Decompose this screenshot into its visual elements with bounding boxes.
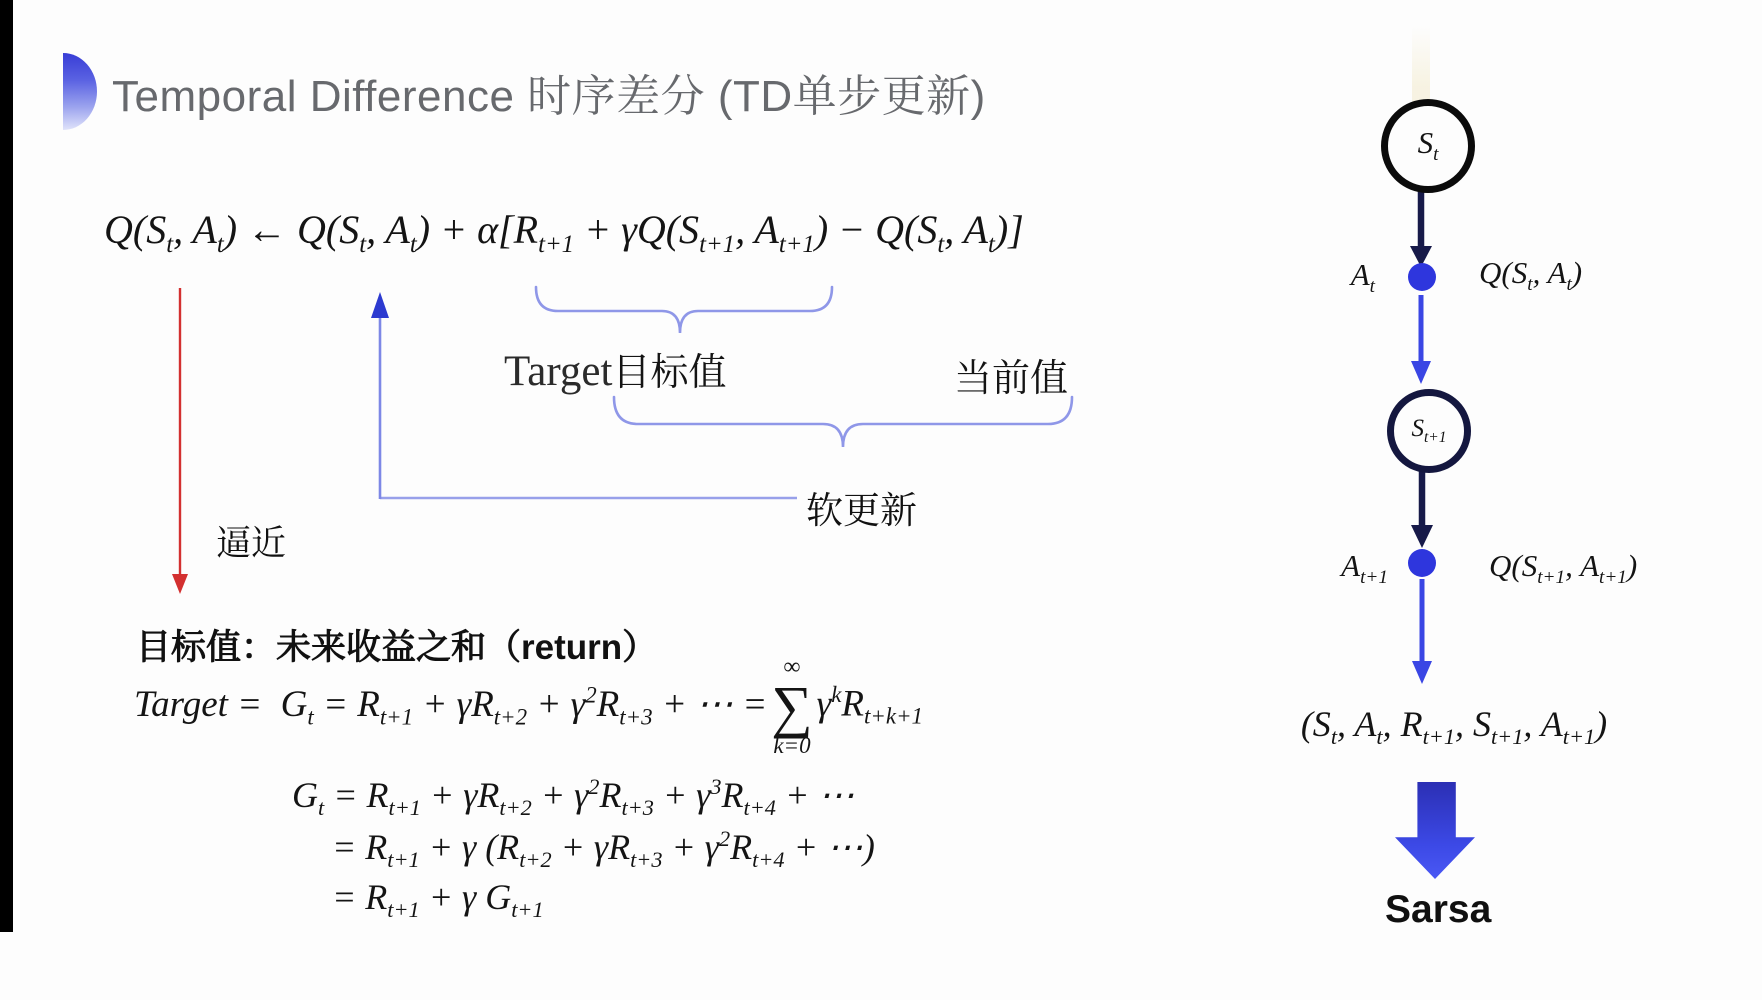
action-t-label: $A_t$ bbox=[1350, 257, 1375, 298]
summation-upper-limit: ∞ bbox=[783, 653, 801, 680]
q-value-t1-label: $Q(S_{t+1}$, $A_{t+1}$) bbox=[1489, 548, 1638, 589]
big-down-arrow-icon bbox=[1395, 782, 1475, 879]
action-to-state-arrow-head bbox=[1411, 361, 1431, 384]
state-node-st1-label: $S_{t+1}$ bbox=[1411, 415, 1447, 446]
action-t1-label: $A_{t+1}$ bbox=[1341, 548, 1388, 589]
approach-label: 逼近 bbox=[216, 524, 287, 563]
target-label-cn: 目标值 bbox=[612, 352, 727, 394]
return-heading: 目标值：未来收益之和（return） bbox=[136, 628, 658, 667]
page-title: Temporal Difference 时序差分 (TD单步更新) bbox=[112, 72, 986, 121]
summation-symbol bbox=[771, 655, 812, 757]
summation-lower-limit: k=0 bbox=[773, 733, 811, 759]
target-equation-right: $\gamma^kR_{t+k+1}$ bbox=[816, 682, 924, 729]
soft-update-label: 软更新 bbox=[806, 490, 917, 531]
state-node-st bbox=[1381, 99, 1475, 193]
light-streak-decoration bbox=[1412, 26, 1430, 102]
target-brace bbox=[536, 287, 832, 333]
td-update-formula: $Q(S_t$, $A_t$) ← $Q(S_t$, $A_t) + \alpha[R_{t+1} + \gamma Q(S_{t+1}$, $A_{t+1}) - Q(S_t$, $A_t$)] bbox=[104, 207, 1024, 258]
screen-edge-strip bbox=[0, 0, 13, 932]
soft-update-arrow-head bbox=[371, 292, 389, 318]
sigma-icon: ∑ bbox=[771, 673, 813, 739]
state-node-st1 bbox=[1387, 389, 1471, 473]
td-error-brace bbox=[614, 397, 1072, 447]
experience-tuple-label: ($S_t$, $A_t$, $R_{t+1}$, $S_{t+1}$, $A_{t+1}$) bbox=[1300, 704, 1608, 750]
return-expansion-line-3: = $R_{t+1} + \gamma$ $G_{t+1}$ bbox=[332, 877, 544, 923]
target-equation-left: Target = $G_t = R_{t+1} + \gamma R_{t+2} + \gamma^2R_{t+3}$ + ⋯ = bbox=[134, 682, 768, 730]
state-node-st-label: $S_t$ bbox=[1417, 125, 1439, 166]
target-return-equation bbox=[134, 650, 923, 762]
return-expansion-line-2: = $R_{t+1} + \gamma$ ($R_{t+2} + \gamma R_{t+3} + \gamma^2R_{t+4}$ + ⋯) bbox=[332, 826, 875, 873]
return-expansion-line-1: $G_t = R_{t+1} + \gamma R_{t+2} + \gamma^2R_{t+3} + \gamma^3R_{t+4}$ + ⋯ bbox=[292, 774, 855, 821]
title-bullet-icon bbox=[63, 53, 97, 130]
action-node-dot-t1 bbox=[1408, 549, 1436, 577]
action-node-dot-t bbox=[1408, 263, 1436, 291]
algorithm-name-label: Sarsa bbox=[1385, 888, 1492, 931]
current-value-label: 当前值 bbox=[954, 358, 1069, 400]
target-label-en: Target bbox=[504, 348, 613, 395]
action1-down-arrow-head bbox=[1412, 661, 1432, 684]
target-label-group bbox=[504, 341, 726, 396]
state1-to-action1-arrow-head bbox=[1411, 525, 1433, 548]
q-value-t-label: $Q(S_t$, $A_t$) bbox=[1479, 255, 1583, 296]
approach-arrow-head bbox=[172, 574, 188, 594]
